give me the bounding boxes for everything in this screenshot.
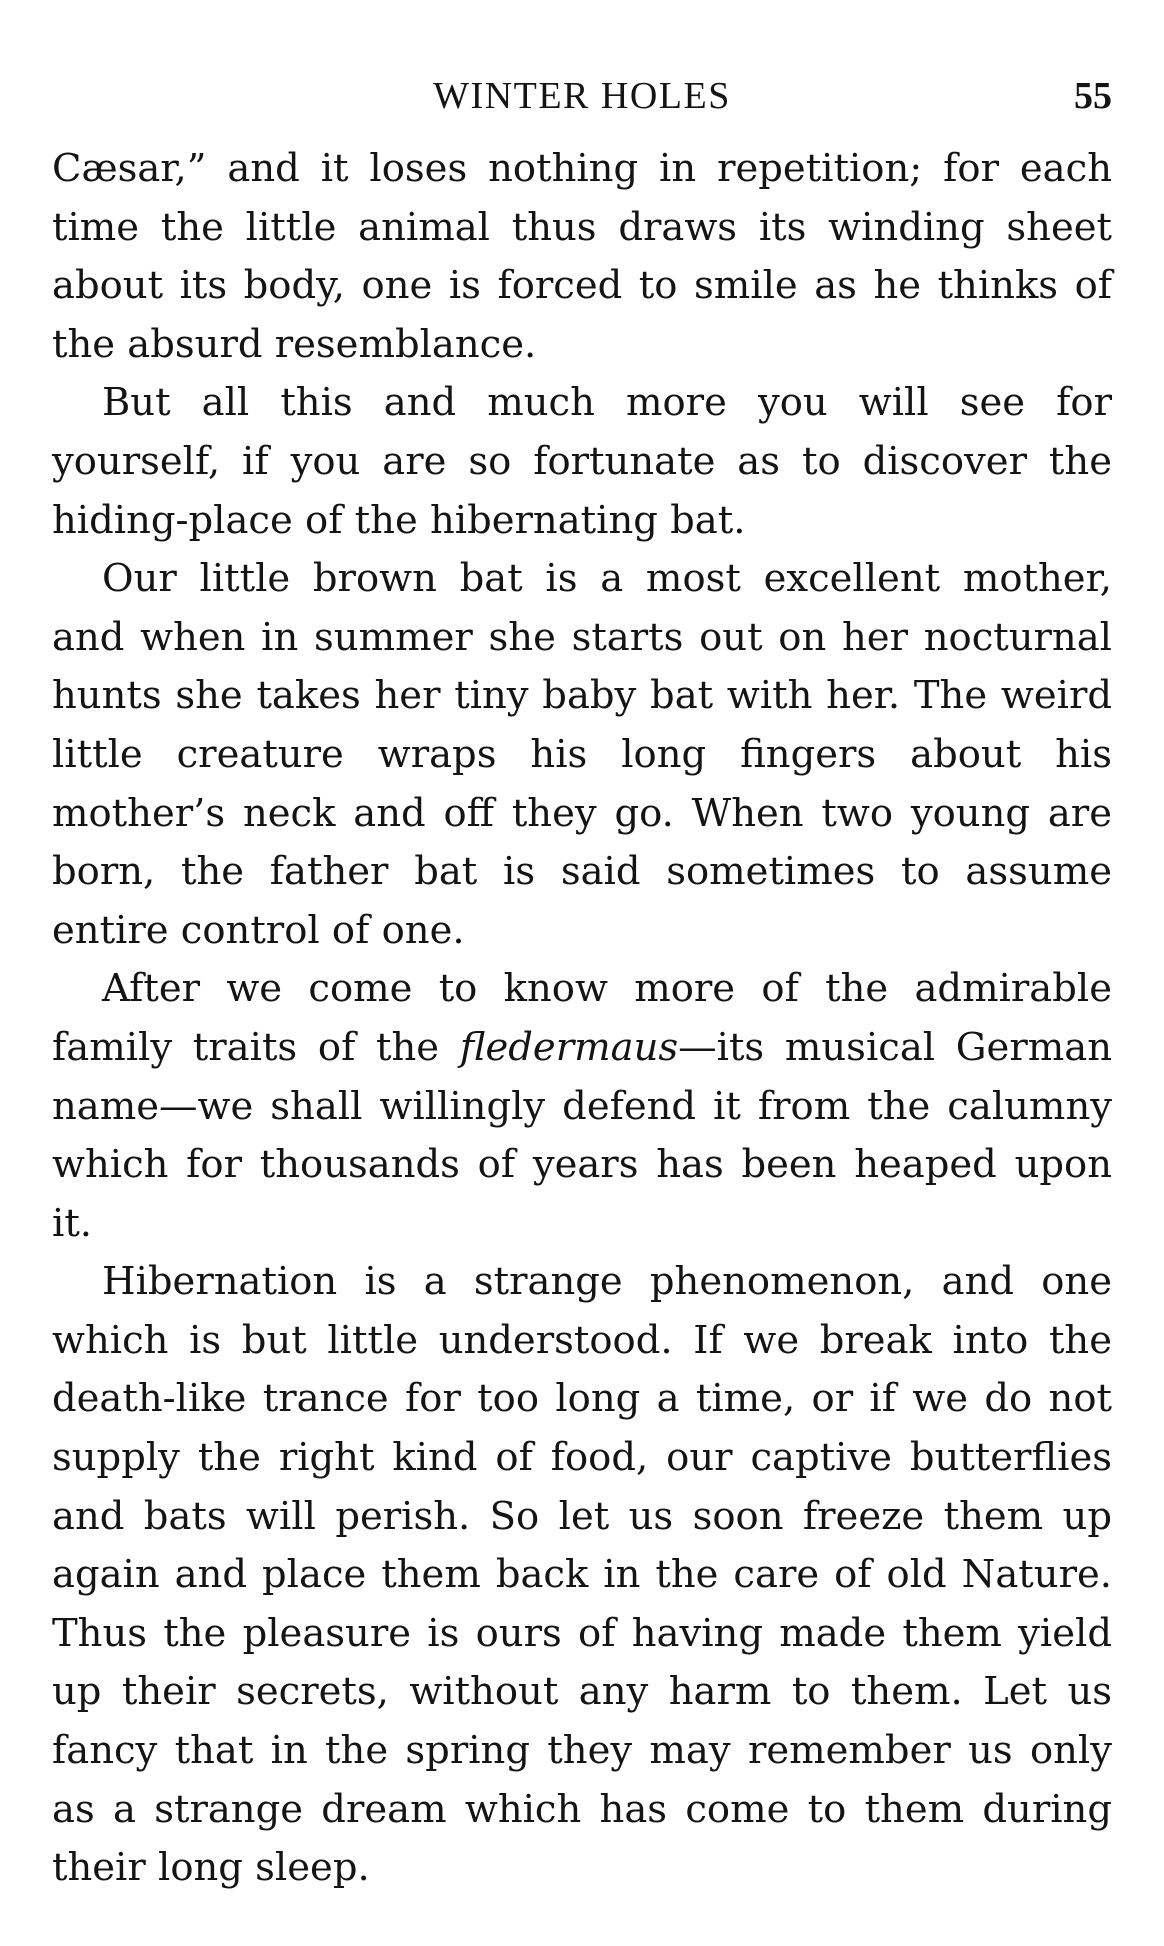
paragraph-fledermaus-start: After we come to know more of the admirable family traits of the [52, 966, 1112, 1070]
running-title: WINTER HOLES [433, 75, 731, 117]
page-number: 55 [1074, 75, 1112, 117]
fledermaus-italic-word: fledermaus [459, 1024, 679, 1070]
paragraph-fledermaus-end: —its musical German name—we shall willingly defend it from the calumny which for thousands of years has been heaped upon it. [52, 1024, 1113, 1246]
paragraph-continuation: Cæsar,” and it loses nothing in repetition; for each time the little animal thus draws its winding sheet about its body, one is forced to smile as he thinks of the absurd resemblance. [52, 146, 1112, 367]
running-header [52, 60, 1112, 130]
paragraph-fledermaus [52, 960, 1112, 1253]
book-page [52, 60, 1112, 1898]
body-text [52, 140, 1112, 1898]
paragraph-hibernation: Hibernation is a strange phenomenon, and one which is but little understood. If we break into the death-like trance for too long a time, or if we do not supply the right kind of food, our captive butterflies and bats will perish. So let us soon freeze them up again and place them back in the care of old Nature. Thus the pleasure is ours of having made them yield up their secrets, without any harm to them. Let us fancy that in the spring they may remember us only as a strange dream which has come to them during their long sleep. [52, 1259, 1112, 1891]
paragraph-hiding-place: But all this and much more you will see for yourself, if you are so fortunate as to discover the hiding-place of the hibernating bat. [52, 380, 1112, 543]
paragraph-brown-bat-mother: Our little brown bat is a most excellent mother, and when in summer she starts out on her nocturnal hunts she takes her tiny baby bat with her. The weird little creature wraps his long fingers about his mother’s neck and off they go. When two young are born, the father bat is said sometimes to assume entire control of one. [52, 556, 1112, 953]
